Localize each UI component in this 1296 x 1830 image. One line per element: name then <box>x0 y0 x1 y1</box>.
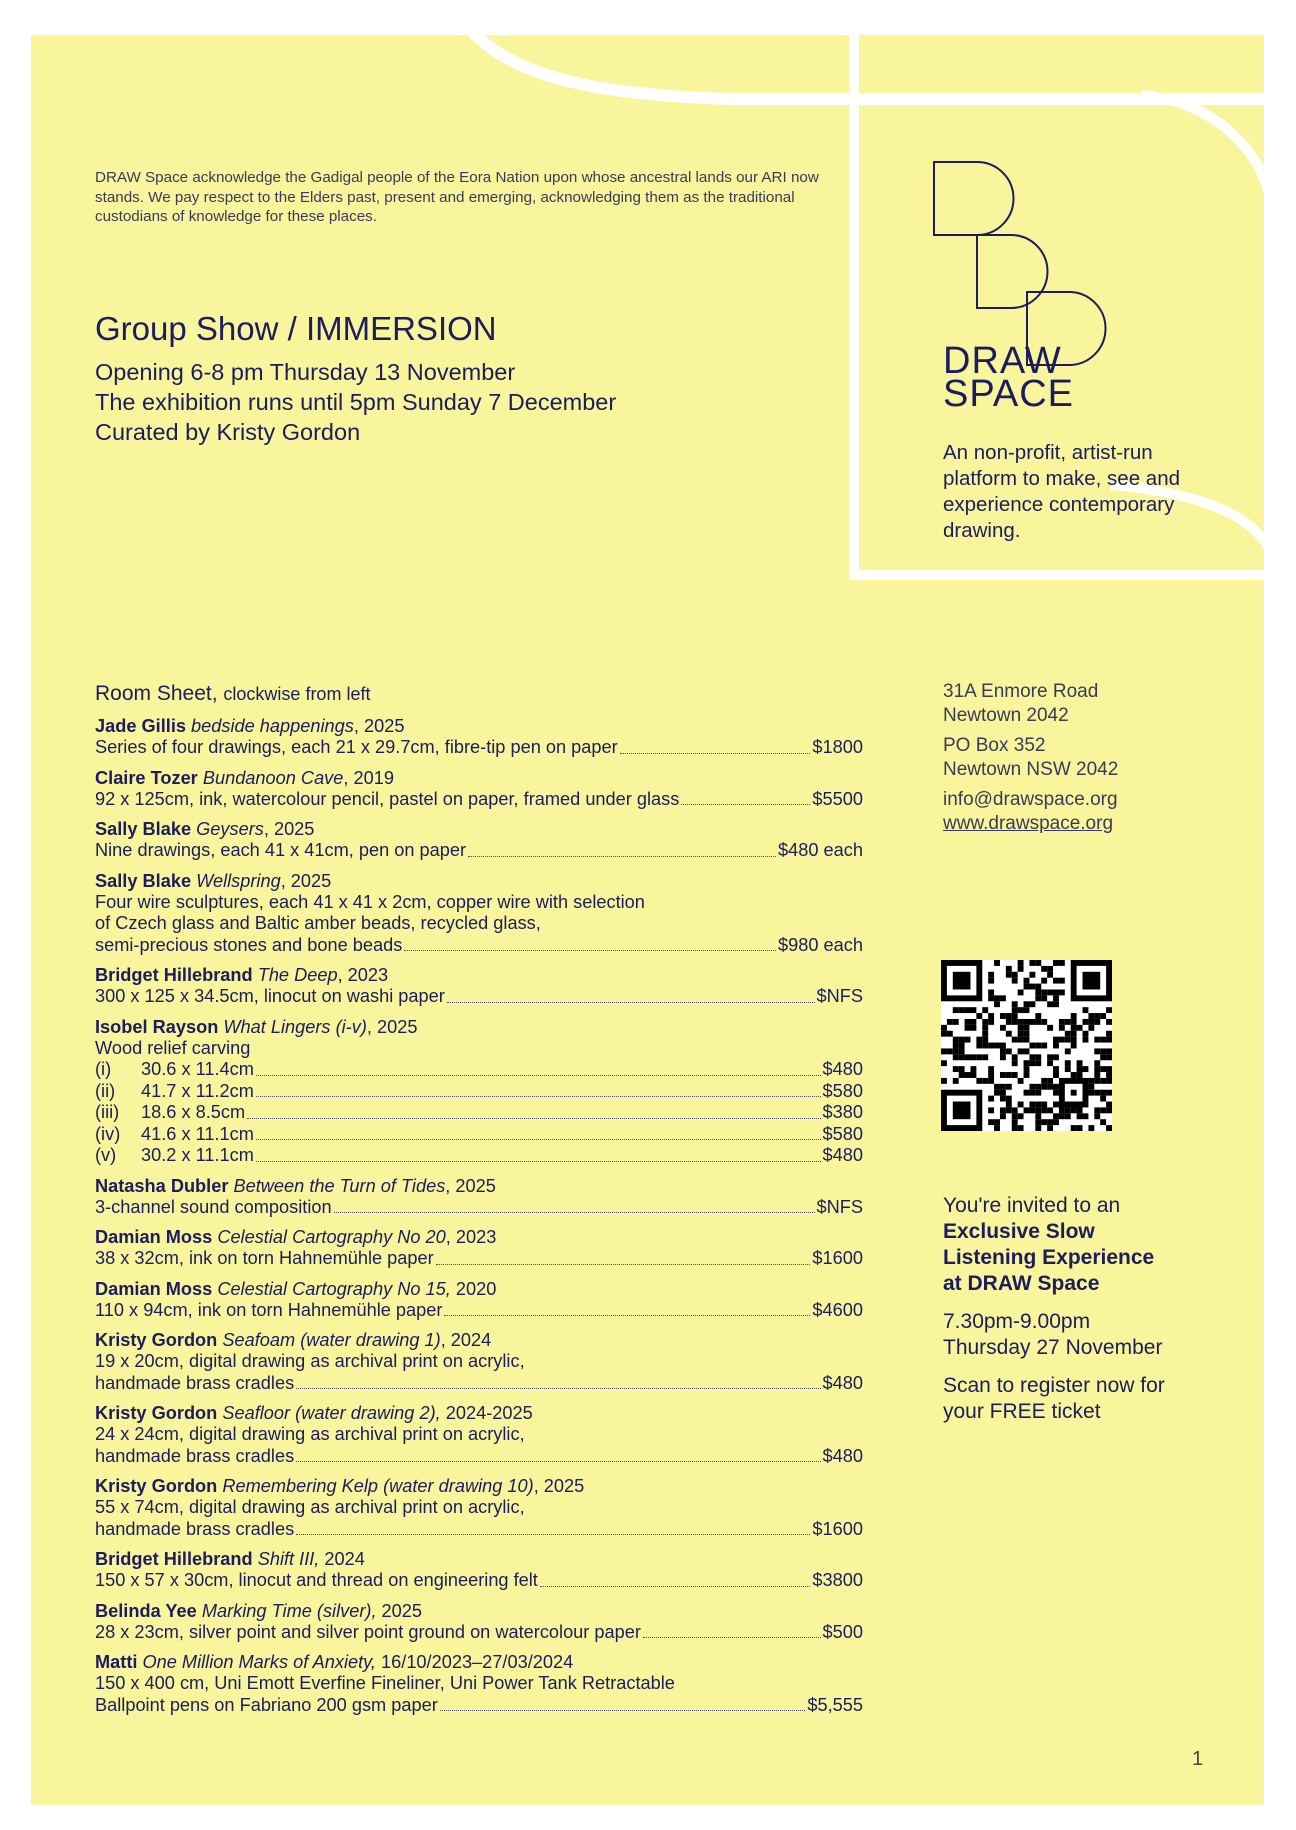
item-description: Nine drawings, each 41 x 41cm, pen on paper <box>95 840 467 860</box>
item-description: semi-precious stones and bone beads <box>95 934 403 955</box>
artwork-heading <box>95 1329 863 1351</box>
price-line <box>95 1373 863 1395</box>
artwork-year: , 2025 <box>263 819 315 839</box>
artwork-title: Between the Turn of Tides <box>233 1175 446 1196</box>
artwork-title: Seafoam (water drawing 1) <box>222 1330 441 1350</box>
artwork-heading <box>95 1278 863 1300</box>
price-line <box>95 1570 863 1592</box>
artwork-heading <box>95 1548 863 1570</box>
price-line <box>95 1145 863 1167</box>
artwork-heading <box>95 964 863 986</box>
price-line <box>95 986 863 1008</box>
artwork-heading <box>95 767 863 789</box>
price-line <box>95 1446 863 1468</box>
price: $5,555 <box>807 1694 863 1715</box>
artist-name: Sally Blake <box>95 870 192 891</box>
dot-leader <box>447 1002 815 1003</box>
price-line <box>95 840 863 862</box>
item-label: (ii) <box>95 1080 116 1101</box>
item-description: 300 x 125 x 34.5cm, linocut on washi paper <box>95 986 445 1006</box>
dot-leader <box>256 1139 821 1140</box>
item-description: 41.7 x 11.2cm <box>141 1080 254 1101</box>
street-address: 31A Enmore Road <box>943 681 1099 702</box>
item-description: 28 x 23cm, silver point and silver point ground on watercolour paper <box>95 1621 641 1642</box>
artwork-heading <box>95 870 863 892</box>
artwork-title: Geysers <box>196 819 264 839</box>
artwork-entry <box>95 1402 863 1467</box>
artwork-year: , 2024 <box>440 1330 492 1350</box>
artwork-title: Bundanoon Cave <box>202 767 344 788</box>
artwork-title: Celestial Cartography No 15, <box>217 1278 451 1299</box>
po-suburb: Newtown NSW 2042 <box>943 759 1119 780</box>
dot-leader <box>334 1212 815 1213</box>
po-box: PO Box 352 <box>943 735 1046 756</box>
artwork-heading <box>95 1175 863 1197</box>
artist-name: Matti <box>95 1652 138 1672</box>
price-line <box>95 1124 863 1146</box>
price: $480 <box>822 1372 863 1393</box>
draw-space-logo-mark <box>934 162 1106 365</box>
dot-leader <box>296 1534 810 1535</box>
tagline: An non-profit, artist-run platform to make, see and experience contemporary drawing. <box>943 441 1181 542</box>
email-link[interactable]: info@drawspace.org <box>943 789 1118 810</box>
artwork-description: 150 x 400 cm, Uni Emott Everfine Fineliner, Uni Power Tank Retractable <box>95 1673 675 1693</box>
price: $580 <box>822 1080 863 1101</box>
artist-name: Damian Moss <box>95 1227 213 1247</box>
item-description: 110 x 94cm, ink on torn Hahnemühle paper <box>95 1299 443 1320</box>
artist-name: Claire Tozer <box>95 767 198 788</box>
artwork-year: 2025 <box>376 1600 423 1621</box>
show-info <box>95 357 616 447</box>
contact-block <box>943 680 1118 836</box>
artwork-title: Marking Time (silver), <box>201 1600 377 1621</box>
item-description: 30.2 x 11.1cm <box>141 1145 254 1165</box>
artwork-description: Wood relief carving <box>95 1037 251 1058</box>
dot-leader <box>256 1161 821 1162</box>
price: $NFS <box>816 986 863 1006</box>
page-number: 1 <box>1192 1748 1204 1770</box>
dot-leader <box>247 1118 820 1119</box>
dot-leader <box>404 950 776 951</box>
artwork-year: , 2019 <box>343 767 394 788</box>
price: $1800 <box>812 737 863 757</box>
artwork-year: , 2023 <box>337 965 389 985</box>
item-description: 30.6 x 11.4cm <box>141 1059 254 1079</box>
price-line <box>95 1081 863 1103</box>
artwork-heading <box>95 1402 863 1424</box>
artist-name: Damian Moss <box>95 1278 213 1299</box>
artist-name: Kristy Gordon <box>95 1403 218 1423</box>
artwork-entry <box>95 1329 863 1394</box>
curator-text: Curated by Kristy Gordon <box>95 419 361 445</box>
website-link[interactable]: www.drawspace.org <box>943 813 1114 834</box>
price-line <box>95 1519 863 1541</box>
artwork-year: , 2025 <box>533 1476 585 1496</box>
artwork-description: 24 x 24cm, digital drawing as archival print on acrylic, <box>95 1424 525 1444</box>
price-line <box>95 935 863 957</box>
item-description: handmade brass cradles <box>95 1372 295 1393</box>
artwork-title: The Deep <box>257 965 338 985</box>
price: $4600 <box>812 1299 863 1320</box>
artist-name: Bridget Hillebrand <box>95 965 253 985</box>
event-invite: You're invited to an Exclusive Slow Listening Experience at DRAW Space 7.30pm-9.00pm Thursday 27 November Scan to register now for your FREE ticket <box>943 1193 1243 1425</box>
price-line <box>95 737 863 759</box>
dot-leader <box>256 1075 821 1076</box>
artist-name: Bridget Hillebrand <box>95 1549 253 1569</box>
artwork-entry <box>95 1226 863 1270</box>
dot-leader <box>436 1264 811 1265</box>
opening-text: Opening 6-8 pm Thursday 13 November <box>95 359 516 385</box>
item-description: 38 x 32cm, ink on torn Hahnemühle paper <box>95 1248 434 1268</box>
price-line <box>95 1695 863 1717</box>
show-title: Group Show / IMMERSION <box>95 310 497 347</box>
artwork-year: , 2025 <box>445 1175 496 1196</box>
artist-name: Belinda Yee <box>95 1600 197 1621</box>
dot-leader <box>444 1315 810 1316</box>
price-line <box>95 1622 863 1644</box>
artist-name: Kristy Gordon <box>95 1330 218 1350</box>
room-sheet-heading: Room Sheet, clockwise from left <box>95 682 371 705</box>
artwork-heading <box>95 1475 863 1497</box>
price: $580 <box>822 1123 863 1144</box>
artwork-title: Wellspring <box>196 870 281 891</box>
item-description: 41.6 x 11.1cm <box>141 1123 254 1144</box>
dot-leader <box>296 1461 820 1462</box>
artwork-entry <box>95 1600 863 1644</box>
price-line <box>95 1248 863 1270</box>
price: $3800 <box>812 1570 863 1590</box>
artist-name: Kristy Gordon <box>95 1476 218 1496</box>
price-line <box>95 789 863 811</box>
item-label: (iii) <box>95 1102 120 1122</box>
artwork-entry <box>95 1278 863 1322</box>
artwork-heading <box>95 818 863 840</box>
artist-name: Sally Blake <box>95 819 192 839</box>
room-sheet-page <box>31 35 1264 1805</box>
artwork-description: 55 x 74cm, digital drawing as archival print on acrylic, <box>95 1497 525 1517</box>
event-date: Thursday 27 November <box>943 1336 1163 1359</box>
item-label: (iv) <box>95 1123 121 1144</box>
item-description: 3-channel sound composition <box>95 1196 332 1217</box>
item-label: (i) <box>95 1059 112 1079</box>
artwork-title: Shift III, <box>257 1549 320 1569</box>
qr-code-icon[interactable] <box>941 960 1112 1131</box>
price: $1600 <box>812 1518 863 1539</box>
artwork-heading <box>95 1651 863 1673</box>
dot-leader <box>681 804 810 805</box>
artwork-description: 19 x 20cm, digital drawing as archival print on acrylic, <box>95 1351 525 1371</box>
event-time: 7.30pm-9.00pm <box>943 1310 1091 1333</box>
artist-name: Jade Gillis <box>95 716 186 736</box>
price: $480 <box>822 1059 863 1079</box>
item-description: 18.6 x 8.5cm <box>141 1102 246 1122</box>
artwork-year: , 2025 <box>366 1016 418 1037</box>
item-description: Series of four drawings, each 21 x 29.7cm, fibre-tip pen on paper <box>95 737 618 757</box>
artwork-entry <box>95 964 863 1008</box>
artwork-year: 2024-2025 <box>440 1403 533 1423</box>
dot-leader <box>468 856 776 857</box>
price-line <box>95 1300 863 1322</box>
artwork-heading <box>95 1016 863 1038</box>
logo-wordmark: DRAW SPACE <box>943 340 1075 415</box>
artwork-title: Seafloor (water drawing 2), <box>222 1403 441 1423</box>
price: $1600 <box>812 1248 863 1268</box>
artwork-entry <box>95 870 863 957</box>
dot-leader <box>620 753 811 754</box>
dot-leader <box>643 1637 821 1638</box>
artwork-entry <box>95 1475 863 1540</box>
artwork-heading <box>95 1600 863 1622</box>
artwork-title: Remembering Kelp (water drawing 10) <box>222 1476 534 1496</box>
artwork-description: of Czech glass and Baltic amber beads, recycled glass, <box>95 913 541 933</box>
artwork-year: , 2025 <box>280 870 332 891</box>
item-label: (v) <box>95 1145 117 1165</box>
artwork-title: bedside happenings <box>191 716 354 736</box>
artwork-year: , 2023 <box>445 1227 497 1247</box>
item-description: handmade brass cradles <box>95 1445 295 1466</box>
artwork-title: What Lingers (i-v) <box>223 1016 367 1037</box>
artwork-title: One Million Marks of Anxiety, <box>142 1652 376 1672</box>
price-line <box>95 1102 863 1124</box>
item-description: handmade brass cradles <box>95 1518 295 1539</box>
item-description: 92 x 125cm, ink, watercolour pencil, pastel on paper, framed under glass <box>95 788 680 809</box>
acknowledgement-text: DRAW Space acknowledge the Gadigal people of the Eora Nation upon whose ancestral lands our ARI now stands. We pay respect to the Elders past, present and emerging, acknowledging them as the traditional custodians of knowledge for these places. <box>95 169 819 225</box>
price: $980 each <box>778 934 863 955</box>
artwork-entry <box>95 1016 863 1167</box>
artwork-heading <box>95 715 863 737</box>
artwork-description: Four wire sculptures, each 41 x 41 x 2cm, copper wire with selection <box>95 891 645 912</box>
suburb: Newtown 2042 <box>943 705 1069 726</box>
price: $480 <box>822 1145 863 1165</box>
artist-name: Isobel Rayson <box>95 1016 219 1037</box>
runs-text: The exhibition runs until 5pm Sunday 7 December <box>95 389 617 415</box>
artwork-entry <box>95 715 863 759</box>
artwork-year: 16/10/2023–27/03/2024 <box>375 1652 574 1672</box>
artist-name: Natasha Dubler <box>95 1175 229 1196</box>
artwork-entry <box>95 1651 863 1716</box>
price-line <box>95 1197 863 1219</box>
artwork-heading <box>95 1226 863 1248</box>
artwork-list <box>95 715 863 1724</box>
artwork-entry <box>95 1548 863 1592</box>
price: $480 <box>822 1445 863 1466</box>
item-description: Ballpoint pens on Fabriano 200 gsm paper <box>95 1694 438 1715</box>
price: $380 <box>822 1102 863 1122</box>
price-line <box>95 1059 863 1081</box>
artwork-year: , 2025 <box>353 716 405 736</box>
price: $480 each <box>778 840 863 860</box>
dot-leader <box>296 1388 820 1389</box>
artwork-entry <box>95 818 863 862</box>
artwork-entry <box>95 767 863 811</box>
price: $5500 <box>812 788 863 809</box>
artwork-title: Celestial Cartography No 20 <box>217 1227 446 1247</box>
artwork-entry <box>95 1175 863 1219</box>
artwork-year: 2020 <box>450 1278 497 1299</box>
item-description: 150 x 57 x 30cm, linocut and thread on engineering felt <box>95 1570 538 1590</box>
price: $NFS <box>816 1196 863 1217</box>
artwork-year: 2024 <box>319 1549 365 1569</box>
dot-leader <box>440 1710 806 1711</box>
price: $500 <box>822 1621 863 1642</box>
dot-leader <box>540 1586 811 1587</box>
dot-leader <box>256 1096 821 1097</box>
